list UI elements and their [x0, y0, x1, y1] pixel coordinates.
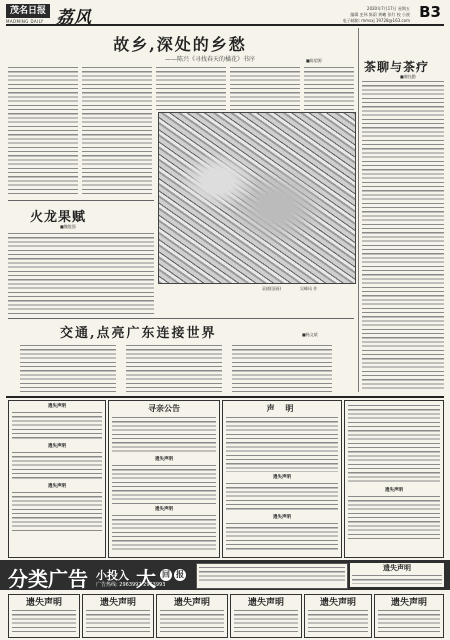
classified-info-text	[199, 566, 345, 584]
bottom-notice-3	[156, 594, 228, 638]
poem2-col-3	[232, 344, 332, 392]
lost-notice-body-7	[226, 522, 338, 552]
poem1-title: 火龙果赋	[30, 210, 87, 225]
lead-body-col-1	[8, 66, 78, 196]
bottom-notice-6-body	[378, 609, 440, 635]
lead-title: 故乡,深处的乡愁	[113, 35, 247, 54]
lost-notice-body-8	[348, 495, 440, 541]
lost-notice-heading-7: 遗失声明	[273, 515, 291, 520]
image-caption-b: 吴峰风 作	[300, 286, 318, 291]
poem2-col-1	[20, 344, 116, 392]
lead-subtitle: ——陈兴《寻找春天的橘花》书序	[164, 56, 255, 63]
classified-info-box	[196, 563, 348, 589]
lead-author: ■陈望源	[306, 58, 322, 63]
poem1-rule	[8, 200, 154, 201]
bottom-notice-4	[230, 594, 302, 638]
tea-author: ■谢钰勤	[400, 74, 416, 79]
bottom-notice-4-body	[234, 609, 298, 635]
lost-notice-body-5	[112, 514, 216, 550]
edit-line: 编辑 史伟 陈蔚 黄曦 张红 校 小波	[350, 12, 410, 17]
tea-body	[362, 80, 444, 390]
header-info	[343, 6, 410, 24]
lost-notice-heading-8: 遗失声明	[385, 488, 403, 493]
tea-title: 茶聊与茶疗	[364, 60, 430, 74]
lost-notice-heading-2: 遗失声明	[48, 444, 66, 449]
bottom-notice-5-body	[308, 609, 368, 635]
lead-body-col-5	[304, 66, 354, 110]
classified-circle-2: 报	[176, 570, 184, 579]
bottom-notice-4-heading: 遗失声明	[247, 598, 284, 608]
classified-circle-1: 回	[162, 570, 170, 579]
bottom-notice-3-heading: 遗失声明	[173, 598, 210, 608]
lost-notice-heading-6: 遗失声明	[273, 475, 291, 480]
lost-notice-heading-1: 遗失声明	[48, 404, 66, 409]
classified-banner	[0, 560, 450, 590]
lost-notice-body-9	[352, 574, 442, 584]
notice-column-right	[344, 400, 444, 558]
classified-title: 分类广告	[8, 567, 88, 591]
lost-notice-heading-4: 遗失声明	[155, 457, 173, 462]
bottom-notice-2-heading: 遗失声明	[99, 598, 136, 608]
bottom-notice-5	[304, 594, 372, 638]
painting-image	[158, 112, 356, 284]
lost-notice-heading-3: 遗失声明	[48, 484, 66, 489]
masthead: 茂名日报	[6, 4, 50, 18]
masthead-english: MAOMING DAILY	[6, 19, 44, 24]
statement-body	[226, 416, 338, 472]
lead-body-col-4	[230, 66, 300, 110]
classified-slogan-b: 大	[136, 567, 156, 591]
bottom-notice-2	[82, 594, 154, 638]
page-number: B3	[419, 3, 441, 21]
statement-body-continued	[348, 404, 440, 484]
notice-column-mid	[108, 400, 220, 558]
bottom-notice-6-heading: 遗失声明	[390, 598, 427, 608]
statement-column	[222, 400, 342, 558]
classified-phone: 广告热线: 2963992 2963993	[96, 582, 166, 588]
lost-notice-body-3	[12, 491, 102, 531]
poem2-col-2	[126, 344, 222, 392]
lead-body-col-2	[82, 66, 152, 196]
lost-notice-body-1	[12, 411, 102, 441]
bottom-notice-1-body	[12, 609, 76, 635]
poem1-body	[8, 232, 154, 314]
bottom-notice-1	[8, 594, 80, 638]
poem2-rule	[8, 318, 354, 319]
header-rule	[6, 24, 444, 26]
ads-rule	[6, 396, 444, 398]
lost-notice-body-2	[12, 451, 102, 481]
bottom-notice-6	[374, 594, 444, 638]
bottom-notice-1-heading: 遗失声明	[25, 598, 62, 608]
lost-notice-heading-9: 遗失声明	[383, 564, 411, 572]
image-caption-a: 袁剧(国画)	[262, 286, 282, 291]
lead-body-col-3	[156, 66, 226, 110]
classified-slogan-a: 小投入	[96, 569, 129, 582]
bottom-notice-3-body	[160, 609, 224, 635]
poem2-title: 交通,点亮广东连接世界	[60, 326, 217, 341]
notice-column-left	[8, 400, 106, 558]
poem2-author: ■杨文斌	[302, 332, 318, 337]
column-divider	[358, 28, 359, 392]
bottom-notice-2-body	[86, 609, 150, 635]
statement-title: 声 明	[266, 403, 298, 413]
lost-notice-body-6	[226, 482, 338, 512]
lost-notice-heading-5: 遗失声明	[155, 507, 173, 512]
bottom-notice-5-heading: 遗失声明	[319, 598, 356, 608]
email-line: 电子邮箱: mmsxj 19728@163.com	[342, 18, 410, 23]
lost-notice-body-4	[112, 464, 216, 504]
missing-person-body	[112, 416, 216, 454]
missing-person-title: 寻亲公告	[148, 403, 180, 413]
date-line: 2020年7月17日 星期五	[366, 6, 410, 11]
poem1-author: ■魏俊强	[60, 224, 76, 229]
section-title: 荔风	[56, 8, 92, 28]
classified-right-notice	[350, 563, 444, 587]
